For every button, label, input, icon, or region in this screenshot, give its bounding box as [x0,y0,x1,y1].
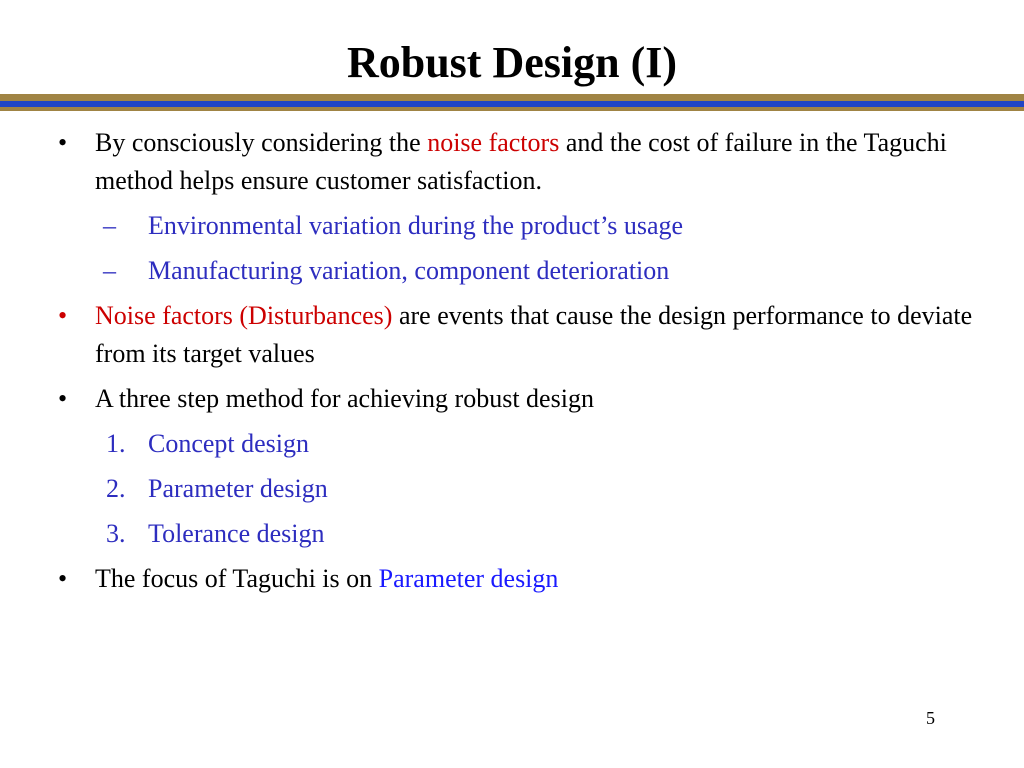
highlight-noise-factors-disturbances: Noise factors (Disturbances) [95,301,393,330]
highlight-parameter-design: Parameter design [378,564,559,593]
bullet-text: are events that cause the design performance to deviate from its target values [95,301,973,368]
step-parameter-design [58,470,978,508]
sub-bullet-environmental [58,207,978,245]
step-tolerance-design [58,515,978,553]
bullet-marker: • [58,128,68,157]
title-rule-gold-bottom [0,107,1024,111]
slide-body [58,124,978,605]
bullet-marker: • [58,564,68,593]
dash-marker: – [103,211,116,240]
bullet-three-step-method [58,380,978,418]
sub-bullet-text: Manufacturing variation, component deterioration [148,256,670,285]
title-rule-gold-top [0,94,1024,101]
sub-bullet-text: Environmental variation during the product’s usage [148,211,684,240]
page-number: 5 [926,708,935,728]
bullet-taguchi-focus [58,560,978,598]
bullet-text: and the cost of failure in the Taguchi method helps ensure customer satisfaction. [95,128,947,195]
sub-bullet-manufacturing [58,252,978,290]
step-text: Concept design [148,429,310,458]
step-number: 1. [106,429,126,458]
step-text: Parameter design [148,474,328,503]
bullet-marker: • [58,301,68,330]
bullet-noise-definition [58,297,978,373]
bullet-text: The focus of Taguchi is on [95,564,379,593]
step-number: 2. [106,474,126,503]
bullet-text: A three step method for achieving robust design [95,384,594,413]
bullet-marker: • [58,384,68,413]
bullet-noise-consideration [58,124,978,200]
dash-marker: – [103,256,116,285]
step-text: Tolerance design [148,519,325,548]
step-number: 3. [106,519,126,548]
step-concept-design [58,425,978,463]
highlight-noise-factors: noise factors [427,128,560,157]
bullet-text: By consciously considering the [95,128,428,157]
slide-title: Robust Design (I) [346,38,678,87]
